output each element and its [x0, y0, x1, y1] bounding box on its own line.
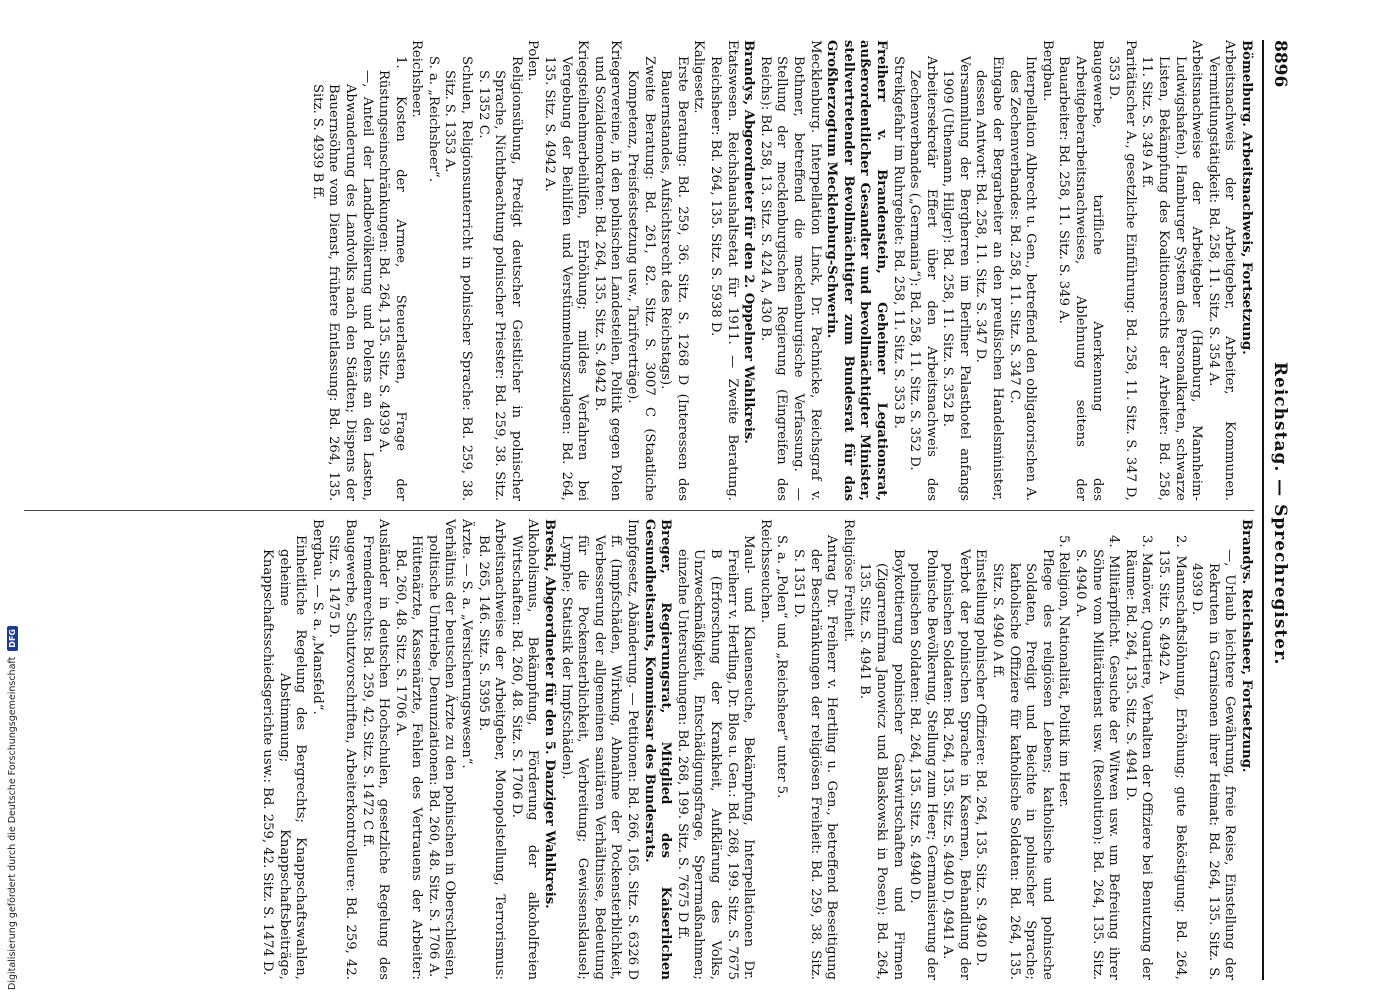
- register-entry: Reichsseuchen.: [757, 519, 773, 624]
- register-entry: Arbeitersekretär Effert über den Arbeitsnachweis des Zechenverbandes („Germania“): Bd. 258, 11. Sitz. S. 352 D.: [907, 56, 939, 501]
- page-header: [1262, 40, 1290, 980]
- register-entry: Freiherr v. Brandenstein, Geheimer Legationsrat, außerordentlicher Gesandter und bevollmächtigter Minister, stellvertretender Bevollmächtigter zum Bundesrat für das Großherzogtum Mecklenburg-Schwerin.: [824, 40, 889, 501]
- register-entry: Baugewerbe, Schutzvorschriften, Arbeiterkontrolleure: Bd. 259, 42. Sitz. S. 1475 D.: [326, 519, 358, 980]
- register-entry: Einheitliche Regelung des Bergrechts; Knappschaftswahlen, geheime Abstimmung; Knappschaftsbeiträge, Knappschaftsschiedsgerichte usw.: Bd. 259, 42. Sitz. S. 1474 D.: [259, 535, 309, 980]
- register-entry: Bergbau.: [1039, 40, 1055, 102]
- register-entry: Reichsheer.: [409, 40, 425, 118]
- register-entry: 3. Manöver, Quartiere, Verhalten der Offiziere bei Benutzung der Räume: Bd. 264, 135. Sitz. S. 4941 D.: [1122, 535, 1155, 980]
- register-entry: Kriegervereine, in den polnischen Landesteilen, Politik gegen Polen und Sozialdemokraten: Bd. 264, 135. Sitz. S. 4942 B.: [591, 40, 624, 501]
- register-entry: Polen.: [525, 40, 541, 81]
- register-entry: Brandys, Abgeordneter für den 2. Oppelner Wahlkreis.: [741, 40, 757, 444]
- rotated-register-page: [0, 30, 1290, 990]
- register-entry: Streikgefahr im Ruhrgebiet: Bd. 258, 11. Sitz. S. 353 B.: [890, 56, 906, 429]
- register-entry: Ärzte. — S. a. „Versicherungswesen“.: [459, 519, 475, 769]
- register-entry: Baugewerbe, tarifliche Anerkennung des Arbeitgeberarbeitsnachweises, Ablehnung seitens der Bauarbeiter: Bd. 258, 11. Sitz. S. 349 A.: [1056, 40, 1105, 501]
- register-entry: Polnische Bevölkerung, Stellung zum Heer; Germanisierung der polnischen Soldaten: Bd. 264, 135. Sitz. S. 4940 D.: [907, 549, 939, 980]
- register-entry: Boykottierung polnischer Gastwirtschaften und Firmen (Zigarrenfirma Janowicz und Blaskowski in Posen): Bd. 264, 135. Sitz. S. 4941 B.: [857, 549, 906, 980]
- register-entry: Pflege des religiösen Lebens; katholische und polnische Soldaten, Predigt und Beichte in polnischer Sprache; katholische Offiziere für katholische Soldaten: Bd. 264, 135. Sitz. S. 4940 A ff.: [990, 549, 1055, 980]
- register-entry: Arbeitsnachweise der Arbeitgeber, Monopolstellung, Terrorismus: Bd. 265, 146. Sitz. S. 5395 B.: [475, 519, 508, 980]
- register-entry: Etatswesen. Reichshaushaltsetat für 1911. — Zweite Beratung. Reichsheer: Bd. 264, 135. Sitz. S. 5938 D.: [708, 40, 740, 501]
- register-entry: S. a. „Polen“ und „Reichsheer“ unter 5.: [774, 535, 790, 799]
- register-entry: Paritätischer A., gesetzliche Einführung: Bd. 258, 11. Sitz. S. 347 D, 353 D.: [1106, 40, 1138, 501]
- register-entry: Brandys. Reichsheer, Fortsetzung.: [1239, 519, 1254, 773]
- column-divider: [24, 510, 1254, 511]
- left-column: [24, 40, 1254, 501]
- dfg-logo-icon: DFG: [7, 626, 18, 651]
- register-entry: Verhältnis der beutschen Ärzte zu den polnischen in Oberschlesien, politische Umtriebe, Denunziationen: Bd. 260, 48. Sitz. S. 1706 A.: [425, 519, 458, 980]
- register-entry: Breger, Regierungsrat, Mitglied des Kaiserlichen Gesundheitsamts, Kommissar des Bundesrats.: [641, 519, 674, 980]
- register-entry: Religionsübung, Predigt deutscher Geistlicher in polnischer Sprache, Nichtbeachtung polnischer Priester: Bd. 259, 38. Sitz. S. 1352 C.: [475, 56, 524, 501]
- register-entry: Zweite Beratung: Bd. 261, 82. Sitz. S. 3007 C (Staatliche Kompetenz, Preisfestsetzung usw., Tarifverträge).: [625, 56, 657, 501]
- register-entry: Eingabe der Bergarbeiter an den preußischen Handelsminister, dessen Antwort: Bd. 258, 11. Sitz. S. 347 D.: [973, 56, 1006, 501]
- register-entry: 5. Religion, Nationalität, Politik im Heer.: [1056, 535, 1072, 808]
- register-entry: Maul- und Klauenseuche, Bekämpfung, Interpellationen Dr. Freiherr v. Hertling, Dr. Blos u. Gen.: Bd. 268, 199. Sitz. S. 7675 B (Erforschung der Krankheit, Aufklärung des Volks, Unzweckmäßigkeit, Entschädigungsfrage, Sperrmaßnahmen; einzelne Untersuchungen: Bd. 268, 199. Sitz. S. 7675 D ff.: [674, 535, 757, 980]
- register-entry: Kaligesetz.: [691, 40, 707, 114]
- register-entry: —, Urlaub leichtere Gewährung, freie Reise, Einstellung der Rekruten in Garnisonen ihrer Heimat: Bd. 264, 135. Sitz. S. 4939 D.: [1189, 549, 1238, 980]
- register-entry: Mecklenburg. Interpellation Linck, Dr. Pachnicke, Reichsgraf v. Bothmer, betreffend die mecklenburgische Verfassung. — Stellung der mecklenburgischen Regierung (Eingreifen des Reichs): Bd. 258, 13. Sitz. S. 424 A, 430 B.: [757, 40, 823, 501]
- register-entry: Einstellung polnischer Offiziere: Bd. 264, 135. Sitz. S. 4940 D.: [973, 549, 989, 967]
- register-entry: Arbeitsnachweis der Arbeitgeber, Arbeiter, Kommunen. Vermittlungstätigkeit: Bd. 258, 11. Sitz. S. 354 A.: [1205, 40, 1238, 501]
- footer-text: Digitalisierung gefördert durch die Deutsche Forschungsgemeinschaft: [6, 656, 18, 990]
- register-entry: 2. Mannschaftslöhnung, Erhöhung; gute Beköstigung: Bd. 264, 135. Sitz. S. 4942 A.: [1156, 535, 1188, 980]
- right-column: [24, 519, 1254, 980]
- register-entry: Bergbau. — S. a. „Mansfeld“.: [309, 519, 325, 715]
- page-title: Reichstag. — Sprechregister.: [1270, 361, 1290, 666]
- register-entry: Erste Beratung: Bd. 259, 36. Sitz. S. 1268 D (Interessen des Bauernstandes, Aufsichtsrecht des Reichstags).: [658, 56, 690, 501]
- digitization-footer: [4, 530, 20, 990]
- register-entry: Alkoholismus, Bekämpfung, Förderung der alkoholfreien Wirtschaften: Bd. 260, 48. Sitz. S. 1706 D.: [508, 519, 541, 980]
- register-entry: Interpellation Albrecht u. Gen., betreffend den obligatorischen A. des Zechenverbandes: Bd. 258, 11. Sitz. S. 347 C.: [1006, 56, 1039, 501]
- register-entry: Impfgesetz, Abänderung. — Petitionen: Bd. 266, 165. Sitz. S. 6326 D ff. (Impfschäden, Wirkung, Abnahme der Pockensterblichkeit, Verbesserung der allgemeinen sanitären Verhältnisse, Bedeutung für die Pockensterblichkeit, Verbreitung; Gewissensklausel; Lymphe; Statistik der Impfschäden).: [558, 519, 641, 980]
- register-entry: Religiöse Freiheit.: [840, 519, 856, 643]
- register-entry: Bömelburg. Arbeitsnachweis, Fortsetzung.: [1239, 40, 1254, 355]
- register-entry: Kriegsteilnehmerbeihilfen, Erhöhung; mildes Verfahren bei Vergebung der Beihilfen und Verstümmelungszulagen: Bd. 264, 135. Sitz. S. 4942 A.: [542, 40, 591, 501]
- register-entry: Antrag Dr. Freiherr v. Hertling u. Gen., betreffend Beseitigung der Beschränkungen der religiösen Freiheit: Bd. 259, 38. Sitz. S. 1351 D.: [790, 535, 840, 980]
- register-entry: Hüttenärzte, Kassenärzte, Fehlen des Vertrauens der Arbeiter: Bd. 260, 48. Sitz. S. 1706 A.: [392, 535, 425, 980]
- register-entry: 4. Militärpflicht. Gesuche der Witwen usw. um Befreiung ihrer Söhne vom Militärdienst usw. (Resolution): Bd. 264, 135. Sitz. S. 4940 A.: [1073, 535, 1122, 980]
- register-entry: Ausländer in deutschen Hochschulen, gesetzliche Regelung des Fremdenrechts: Bd. 259, 42. Sitz. S. 1472 C ff.: [359, 519, 392, 980]
- register-entry: Versammlung der Bergherren im Berliner Palasthotel anfangs 1909 (Uthemann, Hilger): Bd. 258, 11. Sitz. S. 352 B.: [940, 56, 972, 501]
- page-number: 8896: [1270, 40, 1290, 88]
- register-columns: [24, 40, 1262, 980]
- register-entry: Schulen, Religionsunterricht in polnischer Sprache: Bd. 259, 38. Sitz. S. 1353 A.: [442, 56, 475, 501]
- register-entry: S. a. „Reichsheer“.: [425, 56, 441, 182]
- register-entry: 1. Kosten der Armee, Steuerlasten, Frage der Rüstungseinschränkungen: Bd. 264, 135. Sitz. S. 4939 A.: [376, 56, 408, 501]
- register-entry: Arbeitsnachweise der Arbeitgeber (Hamburg, Mannheim-Ludwigshafen). Hamburger System des Personalkarten, schwarze Listen, Bekämpfung des Koalitionsrechts der Arbeiter: Bd. 258, 11. Sitz. S. 349 A ff.: [1139, 40, 1205, 501]
- register-entry: Verbot der polnischen Sprache in Kasernen, Behandlung der polnischen Soldaten: Bd. 264, 135. Sitz. S. 4940 D, 4941 A.: [940, 549, 972, 980]
- register-entry: —, Anteil der Landbevölkerung und Polens an den Lasten, Abwanderung des Landvolks nach den Städten; Dispens der Bauernsöhne vom Dienst, frühere Entlassung: Bd. 264, 135. Sitz. S. 4939 B ff.: [309, 70, 375, 501]
- register-entry: Breski, Abgeordneter für den 5. Danziger Wahlkreis.: [542, 519, 558, 909]
